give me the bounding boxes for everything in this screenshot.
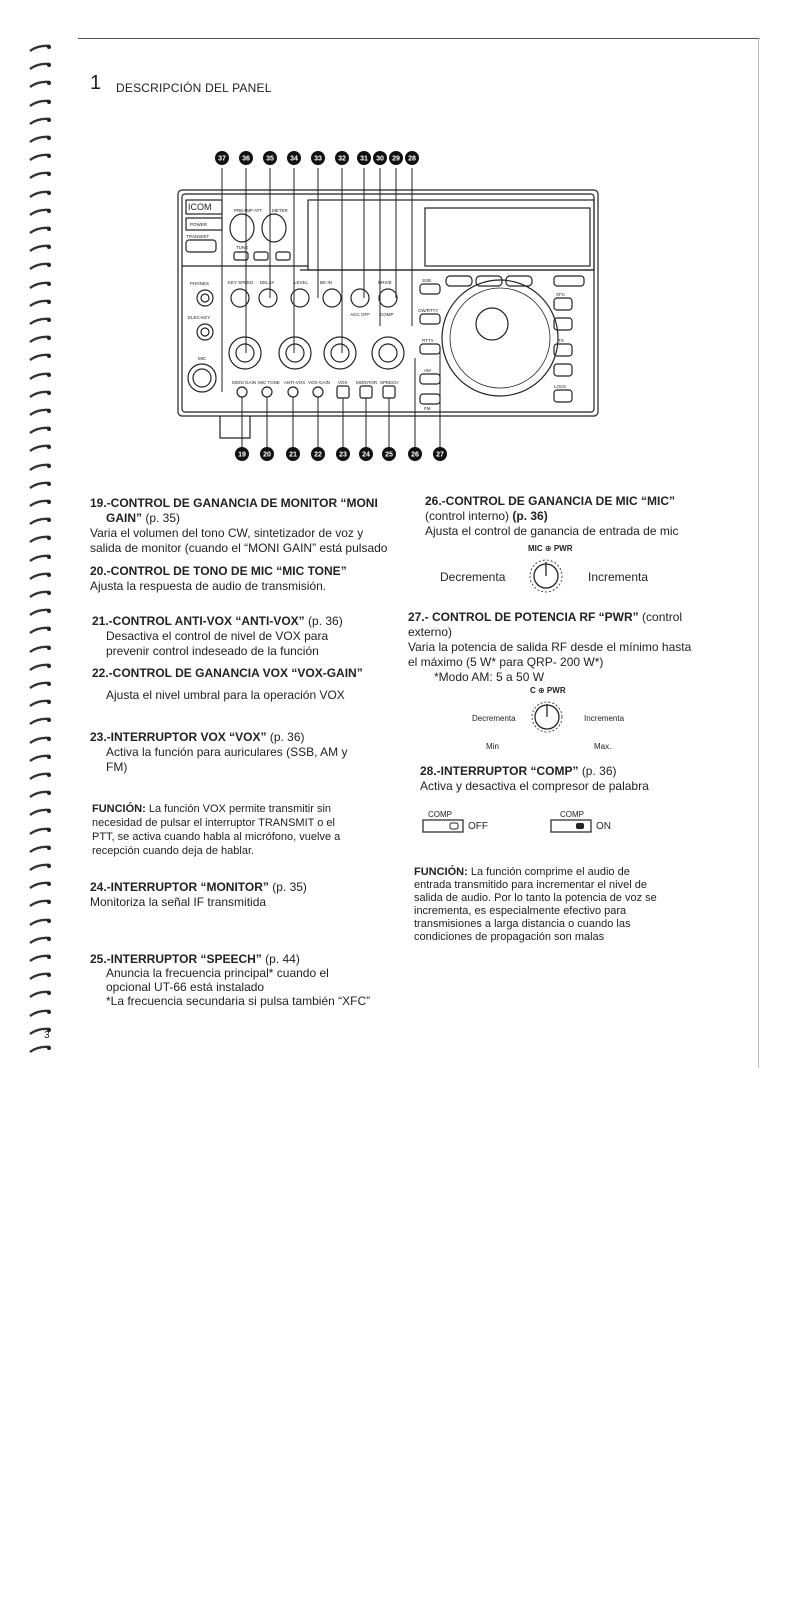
ssb-label: SSB xyxy=(422,278,432,283)
knob1-icon xyxy=(524,554,568,598)
item-24-title: 24.-INTERRUPTOR “MONITOR” xyxy=(90,880,269,894)
att-label: ATT xyxy=(254,208,263,213)
drive-label: DRIVE xyxy=(378,280,392,285)
binding-ring xyxy=(28,604,52,613)
binding-ring xyxy=(28,258,52,267)
section-number: 1 xyxy=(90,72,102,94)
item-27-text2: el máximo (5 W* para QRP- 200 W*) xyxy=(408,655,604,669)
comp-off-switch-icon xyxy=(422,819,466,833)
binding-ring xyxy=(28,1041,52,1050)
binding-ring xyxy=(28,914,52,923)
delay-label: DELAY xyxy=(260,280,275,285)
item-24-text: Monitoriza la señal IF transmitida xyxy=(90,895,267,909)
callout-32: 32 xyxy=(338,155,346,163)
rtty-label: RTTY xyxy=(422,338,434,343)
callout-30: 30 xyxy=(376,155,384,163)
item-21 xyxy=(92,614,392,659)
funcion-comp-l5: transmisiones a larga distancia o cuando las xyxy=(414,918,631,930)
comp-diagram-label: COMP xyxy=(380,312,394,317)
binding-ring xyxy=(28,695,52,704)
binding-ring xyxy=(28,277,52,286)
ts-label: TS xyxy=(558,338,564,343)
binding-ring xyxy=(28,404,52,413)
xfc-label: XFC xyxy=(556,292,565,297)
binding-ring xyxy=(28,149,52,158)
moni-gain-label: MONI GAIN xyxy=(232,380,257,385)
binding-ring xyxy=(28,495,52,504)
brand-logo: ICOM xyxy=(188,202,212,212)
am-label: AM xyxy=(424,368,431,373)
binding-ring xyxy=(28,58,52,67)
binding-ring xyxy=(28,859,52,868)
binding-ring xyxy=(28,167,52,176)
knob2-max: Max. xyxy=(594,742,612,751)
knob2-top-label: C ⊕ PWR xyxy=(530,686,566,695)
item-23-text: Activa la función para auriculares (SSB, AM y xyxy=(106,745,348,759)
callout-28: 28 xyxy=(408,155,416,163)
binding-ring xyxy=(28,713,52,722)
comp-off-figure xyxy=(422,810,522,840)
pwr-knob-figure xyxy=(470,686,690,766)
binding-ring xyxy=(28,568,52,577)
comp-off-state: OFF xyxy=(468,821,488,832)
elec-key-label: ELEC-KEY xyxy=(188,315,211,320)
item-19-text2: salida de monitor (cuando el “MONI GAIN” está pulsado xyxy=(90,541,388,555)
item-20-text: Ajusta la respuesta de audio de transmisión. xyxy=(90,579,327,593)
item-20 xyxy=(90,564,400,594)
item-28-text: Activa y desactiva el compresor de palabra xyxy=(420,779,649,793)
binding-ring xyxy=(28,768,52,777)
item-27-text3: *Modo AM: 5 a 50 W xyxy=(434,670,545,684)
callout-24: 24 xyxy=(362,451,370,459)
anti-vox-label: ANTI-VOX xyxy=(284,380,306,385)
comp-on-switch-icon xyxy=(550,819,594,833)
item-21-text: Desactiva el control de nivel de VOX para xyxy=(106,629,329,643)
agc-label: AGC OFF xyxy=(350,312,370,317)
tune-label: TUNE xyxy=(236,245,249,250)
callout-20: 20 xyxy=(263,451,271,459)
vox-gain-label: VOX-GAIN xyxy=(308,380,331,385)
binding-ring xyxy=(28,440,52,449)
binding-ring xyxy=(28,349,52,358)
mic-label: MIC xyxy=(198,356,207,361)
item-24-ref: (p. 35) xyxy=(272,880,307,894)
binding-ring xyxy=(28,877,52,886)
binding-ring xyxy=(28,823,52,832)
item-23-ref: (p. 36) xyxy=(269,730,305,744)
binding-ring xyxy=(28,368,52,377)
funcion-comp-label: FUNCIÓN: xyxy=(414,866,468,878)
front-panel-diagram xyxy=(150,148,600,468)
callout-25: 25 xyxy=(385,451,393,459)
binding-ring xyxy=(28,750,52,759)
item-19-title: 19.-CONTROL DE GANANCIA DE MONITOR “MONI xyxy=(90,496,378,510)
preamp-label: PREAMP xyxy=(234,208,254,213)
mic-tone-label: MIC TONE xyxy=(258,380,280,385)
callout-26: 26 xyxy=(411,451,419,459)
item-21-ref: (p. 36) xyxy=(308,614,343,628)
binding-ring xyxy=(28,513,52,522)
binding-ring xyxy=(28,531,52,540)
binding-ring xyxy=(28,422,52,431)
item-25-ref: (p. 44) xyxy=(265,952,300,966)
item-19 xyxy=(90,496,400,556)
funcion-vox-l1: La función VOX permite transmitir sin xyxy=(148,803,332,815)
item-28 xyxy=(420,764,710,794)
callout-36: 36 xyxy=(242,155,250,163)
item-28-ref: (p. 36) xyxy=(581,764,617,778)
funcion-comp xyxy=(414,866,714,944)
knob1-top-label: MIC ⊕ PWR xyxy=(528,544,573,553)
binding-ring xyxy=(28,786,52,795)
item-27-title: 27.- CONTROL DE POTENCIA RF “PWR” xyxy=(408,610,639,624)
funcion-vox-label: FUNCIÓN: xyxy=(92,803,146,815)
binding-ring xyxy=(28,40,52,49)
binding-ring xyxy=(28,659,52,668)
binding-ring xyxy=(28,313,52,322)
funcion-comp-l4: incrementa, es especialmente efectivo para xyxy=(414,905,627,917)
binding-ring xyxy=(28,113,52,122)
spiral-binding xyxy=(28,40,54,1080)
callout-35: 35 xyxy=(266,155,274,163)
comp-on-label: COMP xyxy=(560,810,584,819)
fm-label: FM xyxy=(424,406,431,411)
item-28-title: 28.-INTERRUPTOR “COMP” xyxy=(420,764,579,778)
power-label: POWER xyxy=(190,222,208,227)
knob1-incrementa: Incrementa xyxy=(588,570,649,584)
knob2-decrementa: Decrementa xyxy=(472,714,516,723)
funcion-comp-l3: salida de audio. Por lo tanto la potencia de voz se xyxy=(414,892,657,904)
binding-ring xyxy=(28,331,52,340)
item-26-title: 26.-CONTROL DE GANANCIA DE MIC “MIC” xyxy=(425,494,676,508)
item-19-text: Varia el volumen del tono CW, sintetizador de voz y xyxy=(90,526,364,540)
section-title: DESCRIPCIÓN DEL PANEL xyxy=(116,81,272,95)
item-19-ref: (p. 35) xyxy=(145,511,181,525)
top-rule xyxy=(78,38,760,39)
item-21-text2: prevenir control indeseado de la función xyxy=(106,644,319,658)
level-label: LEVEL xyxy=(294,280,309,285)
callout-23: 23 xyxy=(339,451,347,459)
binding-ring xyxy=(28,1005,52,1014)
callout-37: 37 xyxy=(218,155,226,163)
binding-ring xyxy=(28,950,52,959)
callout-27: 27 xyxy=(436,451,444,459)
knob2-min: Min xyxy=(486,742,499,751)
binding-ring xyxy=(28,131,52,140)
item-25-l3: *La frecuencia secundaria si pulsa también “XFC” xyxy=(106,994,371,1008)
transmit-label: TRANSMIT xyxy=(186,234,209,239)
callout-33: 33 xyxy=(314,155,322,163)
item-22 xyxy=(92,666,392,703)
binding-ring xyxy=(28,968,52,977)
item-23 xyxy=(90,730,390,775)
item-21-title: 21.-CONTROL ANTI-VOX “ANTI-VOX” xyxy=(92,614,305,628)
item-27-title-tail: (control xyxy=(642,610,683,624)
binding-ring xyxy=(28,295,52,304)
item-26-ref: (p. 36) xyxy=(512,509,548,523)
funcion-vox-l3: PTT, se activa cuando habla al micrófono, vuelve a xyxy=(92,831,341,843)
binding-ring xyxy=(28,841,52,850)
binding-ring xyxy=(28,932,52,941)
item-25-l2: opcional UT-66 está instalado xyxy=(106,980,265,994)
binding-ring xyxy=(28,459,52,468)
binding-ring xyxy=(28,622,52,631)
item-22-title: 22.-CONTROL DE GANANCIA VOX “VOX-GAIN” xyxy=(92,666,363,680)
item-25-l1: Anuncia la frecuencia principal* cuando el xyxy=(106,966,329,980)
item-22-text: Ajusta el nivel umbral para la operación VOX xyxy=(106,688,345,702)
item-26-sub: (control interno) xyxy=(425,509,510,523)
item-19-title2: GAIN” xyxy=(106,511,142,525)
comp-on-state: ON xyxy=(596,821,611,832)
speech-label: SPEECH xyxy=(380,380,399,385)
lock-label: LOCK xyxy=(554,384,567,389)
funcion-comp-l2: entrada transmitido para incrementar el nivel de xyxy=(414,879,647,891)
meter-label: METER xyxy=(272,208,288,213)
item-24 xyxy=(90,880,390,910)
vox-label: VOX xyxy=(338,380,348,385)
knob1-decrementa: Decrementa xyxy=(440,570,506,584)
callout-22: 22 xyxy=(314,451,322,459)
item-27 xyxy=(408,610,708,685)
funcion-vox xyxy=(92,802,392,858)
item-26 xyxy=(425,494,725,539)
callout-19: 19 xyxy=(238,451,246,459)
binding-ring xyxy=(28,477,52,486)
binding-ring xyxy=(28,76,52,85)
binding-ring xyxy=(28,895,52,904)
page-number: 3 xyxy=(44,1030,50,1041)
right-edge-line xyxy=(758,38,759,1068)
item-25 xyxy=(90,952,390,1008)
binding-ring xyxy=(28,641,52,650)
funcion-vox-l4: recepción cuando deja de hablar. xyxy=(92,845,255,857)
keyspeed-label: KEY SPEED xyxy=(228,280,254,285)
binding-ring xyxy=(28,550,52,559)
item-25-title: 25.-INTERRUPTOR “SPEECH” xyxy=(90,952,262,966)
binding-ring xyxy=(28,804,52,813)
funcion-comp-l1: La función comprime el audio de xyxy=(470,866,630,878)
binding-ring xyxy=(28,586,52,595)
item-27-title2: externo) xyxy=(408,625,453,639)
comp-off-label: COMP xyxy=(428,810,452,819)
binding-ring xyxy=(28,732,52,741)
callout-29: 29 xyxy=(392,155,400,163)
callout-34: 34 xyxy=(290,155,298,163)
binding-ring xyxy=(28,95,52,104)
item-26-text: Ajusta el control de ganancia de entrada de mic xyxy=(425,524,679,538)
item-23-text2: FM) xyxy=(106,760,128,774)
binding-ring xyxy=(28,222,52,231)
funcion-comp-l6: condiciones de propagación son malas xyxy=(414,931,605,943)
item-20-title: 20.-CONTROL DE TONO DE MIC “MIC TONE” xyxy=(90,564,347,578)
comp-on-figure xyxy=(550,810,650,840)
binding-ring xyxy=(28,386,52,395)
callout-21: 21 xyxy=(289,451,297,459)
bk-label: BK-IN xyxy=(320,280,333,285)
funcion-vox-l2: necesidad de pulsar el interruptor TRANSMIT o el xyxy=(92,817,335,829)
knob2-incrementa: Incrementa xyxy=(584,714,625,723)
binding-ring xyxy=(28,677,52,686)
knob2-icon xyxy=(526,696,568,738)
phones-label: PHONES xyxy=(190,281,210,286)
item-23-title: 23.-INTERRUPTOR VOX “VOX” xyxy=(90,730,267,744)
binding-ring xyxy=(28,204,52,213)
binding-ring xyxy=(28,186,52,195)
callout-31: 31 xyxy=(360,155,368,163)
binding-ring xyxy=(28,986,52,995)
cw-label: CW/RTTY xyxy=(418,308,439,313)
binding-ring xyxy=(28,240,52,249)
mic-gain-knob-figure xyxy=(440,542,700,598)
monitor-label: MONITOR xyxy=(356,380,378,385)
item-27-text: Varia la potencia de salida RF desde el mínimo hasta xyxy=(408,640,692,654)
